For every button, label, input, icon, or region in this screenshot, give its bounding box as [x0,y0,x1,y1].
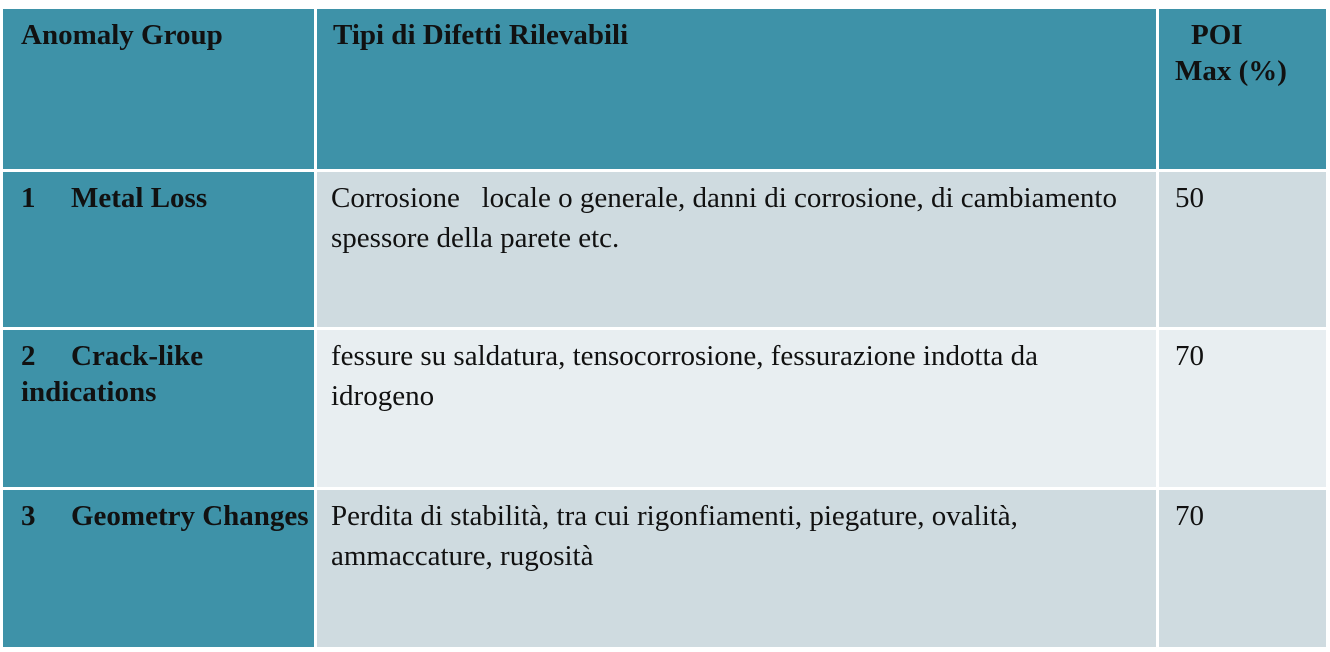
table-row [3,172,1326,327]
defect-types-text: fessure su saldatura, tensocorrosione, fessurazione indotta da idrogeno [331,340,1046,412]
anomaly-group-cell [3,330,314,487]
poi-max-value: 70 [1175,500,1204,532]
defect-types-text: Corrosione locale o generale, danni di corrosione, di cambiamento spessore della parete etc. [331,182,1125,254]
defect-types-text: Perdita di stabilità, tra cui rigonfiamenti, piegature, ovalità, ammaccature, rugosità [331,500,1026,572]
header-poi-label: POI [1191,19,1243,51]
anomaly-group-name: Metal Loss [71,182,208,214]
defect-types-cell [317,490,1156,647]
header-anomaly-group-label: Anomaly Group [21,19,223,51]
anomaly-group-number: 2 [21,340,36,372]
defect-types-cell [317,172,1156,327]
header-defect-types [317,9,1156,169]
anomaly-group-cell [3,172,314,327]
anomaly-group-number: 1 [21,182,36,214]
poi-max-cell [1159,330,1326,487]
header-max-percent-label: Max (%) [1175,55,1287,87]
poi-max-cell [1159,172,1326,327]
anomaly-group-name: Geometry Changes [71,500,309,532]
defect-types-cell [317,330,1156,487]
header-poi-max [1159,9,1326,169]
table-row [3,490,1326,647]
anomaly-group-name: Crack-like indications [21,340,204,408]
poi-max-value: 50 [1175,182,1204,214]
anomaly-group-number: 3 [21,500,36,532]
poi-max-value: 70 [1175,340,1204,372]
header-anomaly-group [3,9,314,169]
anomaly-table [0,6,1329,650]
poi-max-cell [1159,490,1326,647]
header-defect-types-label: Tipi di Difetti Rilevabili [333,19,629,51]
table-header-row [3,9,1326,169]
table-row [3,330,1326,487]
anomaly-group-cell [3,490,314,647]
